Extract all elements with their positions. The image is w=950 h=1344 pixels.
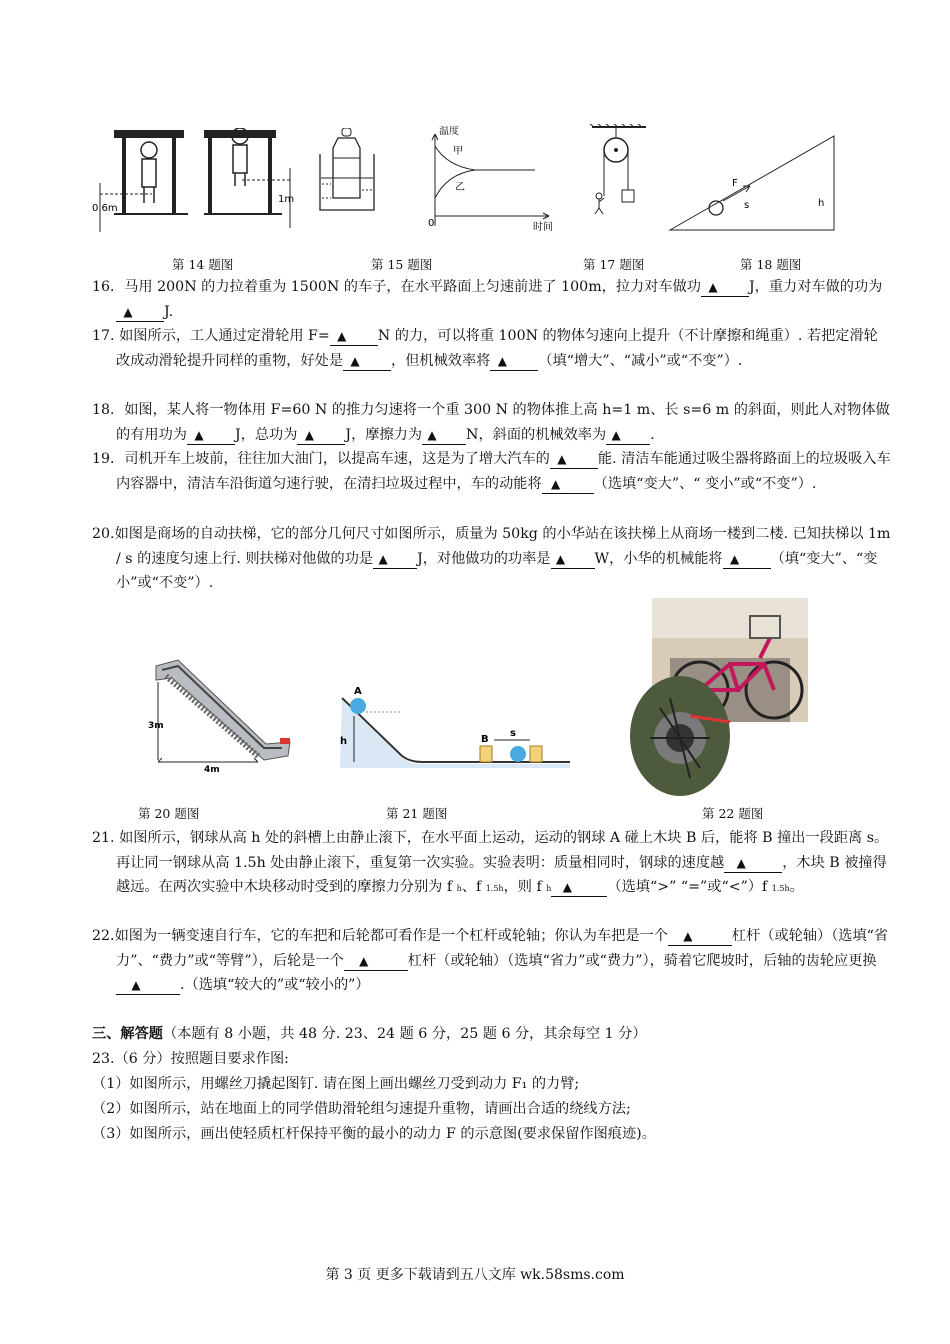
answer-blank-marker: ▲: [611, 427, 621, 442]
caption-fig20: 第 20 题图: [138, 806, 200, 821]
question-23-part-2: （2）如图所示，站在地面上的同学借助滑轮组匀速提升重物，请画出合适的绕线方法;: [92, 1101, 631, 1117]
answer-blank-marker: ▲: [557, 452, 567, 466]
figure-22-bicycle-photo: [630, 598, 808, 798]
fig21-label-h: h: [340, 736, 348, 747]
answer-blank-marker: ▲: [194, 427, 204, 442]
question-19: 19．司机开车上坡前，往往加大油门，以提高车速，这是为了增大汽车的 ▲ 能. 清洁车能通过吸尘器将路面上的垃圾吸入车内容器中，清洁车沿街道匀速行驶，在清扫垃圾过程中，车的动能将 ▲ （选填“变大”、“ 变小”或“不变”）.: [92, 451, 891, 492]
answer-blank-marker: ▲: [683, 929, 693, 943]
caption-fig22: 第 22 题图: [702, 806, 764, 821]
answer-blank-marker: ▲: [427, 427, 437, 442]
caption-fig21: 第 21 题图: [386, 806, 448, 821]
fig21-label-A: A: [354, 686, 362, 697]
fig21-label-B: B: [481, 734, 489, 745]
answer-blank-marker: ▲: [359, 953, 369, 968]
fig21-label-s: s: [510, 728, 516, 739]
graph-curve-a: 甲: [453, 146, 463, 157]
question-21: 21. 如图所示，钢球从高 h 处的斜槽上由静止滚下，在水平面上运动，运动的钢球 A 碰上木块 B 后，能将 B 撞出一段距离 s。再让同一钢球从高 1.5h 处由静止滚下，重复第一次实验。实验表明：质量相同时，钢球的速度越 ▲ ，木块 B 被撞得越远。在两次实验中木块移动时受到的摩擦力分别为 f h、f 1.5h，则 f h ▲ （选填“>” “=”或“<”）f 1.5h。: [92, 830, 889, 895]
caption-fig14: 第 14 题图: [172, 257, 234, 272]
figure-17-pulley: [588, 124, 658, 214]
figure-20-escalator: [148, 652, 298, 774]
answer-blank-marker: ▲: [350, 353, 360, 368]
page-footer: 第 3 页 更多下载请到五八文库 wk.58sms.com: [325, 1267, 625, 1283]
answer-blank-marker: ▲: [551, 476, 561, 491]
figure-18-incline: [668, 128, 838, 238]
answer-blank-marker: ▲: [378, 551, 388, 566]
figure-14-pullup: [92, 128, 302, 240]
answer-blank-marker: ▲: [131, 978, 141, 992]
answer-blank-marker: ▲: [736, 855, 746, 870]
fig14-label-06m: 0.6m: [92, 203, 118, 214]
graph-x-label: 时间: [533, 222, 553, 232]
question-16: 16．马用 200N 的力拉着重为 1500N 的车子，在水平路面上匀速前进了 100m，拉力对车做功 ▲ J，重力对车做的功为▲ J.: [92, 279, 883, 320]
question-17: 17. 如图所示，工人通过定滑轮用 F= ▲ N 的力，可以将重 100N 的物体匀速向上提升（不计摩擦和绳重）. 若把定滑轮改成动滑轮提升同样的重物，好处是 ▲ ，但机械效率将 ▲ （填“增大”、“减小”或“不变”）.: [92, 328, 878, 369]
fig18-label-s: s: [744, 200, 750, 211]
section-3-heading: 三、解答题（本题有 8 小题，共 48 分. 23、24 题 6 分，25 题 6 分，其余每空 1 分）: [92, 1026, 647, 1042]
answer-blank-marker: ▲: [123, 304, 133, 319]
answer-blank-marker: ▲: [729, 551, 740, 566]
graph-origin: 0: [428, 218, 435, 229]
fig18-label-F: F: [732, 178, 738, 189]
figure-16-temperature-graph: [425, 126, 565, 232]
answer-blank-marker: ▲: [304, 427, 315, 442]
question-23-part-1: （1）如图所示，用螺丝刀撬起图钉. 请在图上画出螺丝刀受到动力 F₁ 的力臂;: [92, 1076, 580, 1092]
graph-y-label: 温度: [439, 126, 459, 137]
question-22: 22.如图为一辆变速自行车，它的车把和后轮都可看作是一个杠杆或轮轴；你认为车把是一个 ▲ 杠杆（或轮轴）（选填“省力”、“费力”或“等臂”），后轮是一个 ▲ 杠杆（或轮轴）（选填“省力”或“费力”），骑着它爬坡时，后轴的齿轮应更换▲ .（选填“较大的”或“较小的”）: [92, 928, 889, 993]
figure-15-bottle-beaker: [318, 128, 376, 212]
caption-fig15: 第 15 题图: [371, 257, 433, 272]
caption-fig17: 第 17 题图: [583, 257, 645, 272]
question-20: 20.如图是商场的自动扶梯，它的部分几何尺寸如图所示，质量为 50kg 的小华站在该扶梯上从商场一楼到二楼. 已知扶梯以 1m / s 的速度匀速上行. 则扶梯对他做的功是 ▲ J，对他做功的功率是 ▲ W，小华的机械能将 ▲ （填“变大”、“变小”或“不变”）.: [92, 526, 891, 591]
question-18: 18．如图，某人将一物体用 F=60 N 的推力匀速将一个重 300 N 的物体推上高 h=1 m、长 s=6 m 的斜面，则此人对物体做的有用功为 ▲ J，总功为 ▲ J，摩擦力为 ▲ N，斜面的机械效率为 ▲ .: [92, 402, 890, 443]
fig18-label-h: h: [818, 198, 825, 209]
caption-fig18: 第 18 题图: [740, 257, 802, 272]
answer-blank-marker: ▲: [555, 551, 566, 566]
fig20-label-3m: 3m: [148, 721, 164, 731]
answer-blank-marker: ▲: [497, 353, 507, 368]
graph-curve-b: 乙: [455, 182, 465, 193]
answer-blank-marker: ▲: [337, 329, 347, 343]
fig14-label-1m: 1m: [278, 194, 295, 205]
fig20-label-4m: 4m: [204, 765, 220, 774]
question-23-heading: 23.（6 分）按照题目要求作图:: [92, 1051, 289, 1067]
figure-21-ball-ramp: [330, 682, 576, 778]
answer-blank-marker: ▲: [562, 880, 572, 894]
question-23-part-3: （3）如图所示，画出使轻质杠杆保持平衡的最小的动力 F 的示意图(要求保留作图痕迹)。: [92, 1126, 656, 1142]
answer-blank-marker: ▲: [708, 280, 718, 294]
